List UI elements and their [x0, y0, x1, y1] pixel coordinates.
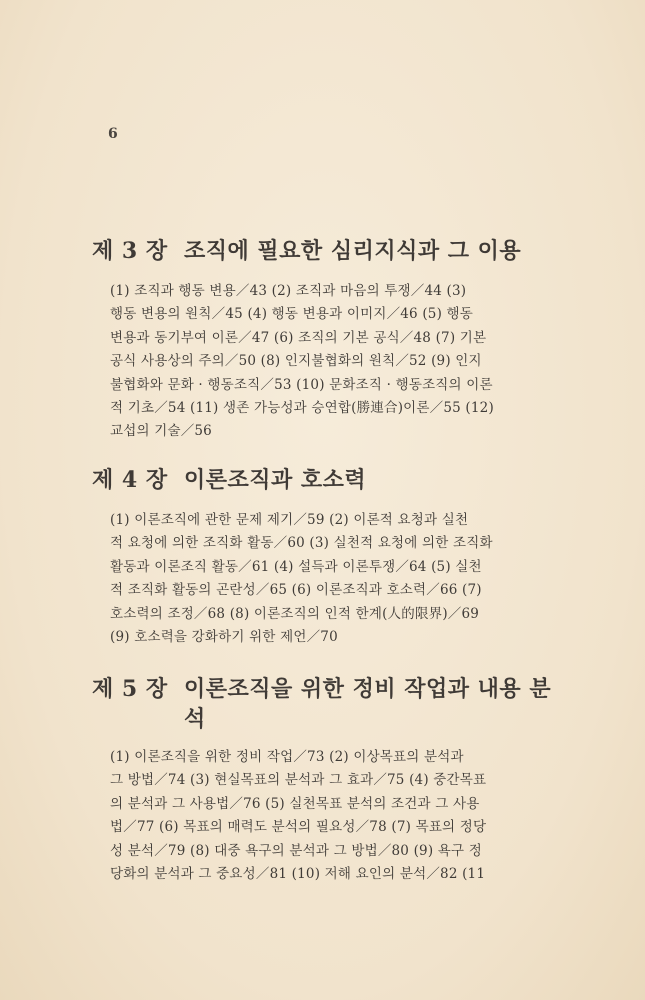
- contents-line: 불협화와 문화 · 행동조직／53 (10) 문화조직 · 행동조직의 이론: [110, 376, 493, 393]
- contents-line: 당화의 분석과 그 중요성／81 (10) 저해 요인의 분석／82 (11: [110, 866, 486, 883]
- contents-line: 변용과 동기부여 이론／47 (6) 조직의 기본 공식／48 (7) 기본: [110, 329, 487, 346]
- chapter-title: 조직에 필요한 심리지식과 그 이용: [184, 238, 522, 264]
- page-number: 6: [108, 126, 118, 142]
- contents-line: 법／77 (6) 목표의 매력도 분석의 필요성／78 (7) 목표의 정당: [110, 819, 487, 836]
- contents-line: (1) 이론조직을 위한 정비 작업／73 (2) 이상목표의 분석과: [110, 749, 464, 765]
- chapter-number: 제 5 장: [92, 676, 168, 702]
- contents-line: 적 조직화 활동의 곤란성／65 (6) 이론조직과 호소력／66 (7): [110, 582, 482, 599]
- chapter-5-heading: [92, 674, 562, 734]
- chapter-4-heading: [92, 465, 562, 495]
- contents-line: 행동 변용의 원칙／45 (4) 행동 변용과 이미지／46 (5) 행동: [110, 306, 474, 323]
- chapter-4-contents: [92, 509, 562, 649]
- chapter-3-contents: [92, 280, 562, 444]
- contents-line: (1) 이론조직에 관한 문제 제기／59 (2) 이론적 요청과 실천: [110, 512, 469, 528]
- chapter-number: 제 4 장: [92, 467, 168, 493]
- contents-line: 호소력의 조정／68 (8) 이론조직의 인적 한계(人的限界)／69: [110, 605, 480, 622]
- contents-line: 의 분석과 그 사용법／76 (5) 실천목표 분석의 조건과 그 사용: [110, 795, 480, 812]
- contents-line: (9) 호소력을 강화하기 위한 제언／70: [110, 629, 338, 646]
- contents-line: 그 방법／74 (3) 현실목표의 분석과 그 효과／75 (4) 중간목표: [110, 772, 487, 789]
- contents-line: 교섭의 기술／56: [110, 423, 212, 440]
- chapter-title: 이론조직과 호소력: [184, 467, 367, 493]
- chapter-number: 제 3 장: [92, 238, 168, 264]
- chapter-3-heading: [92, 236, 562, 266]
- chapter-3-section: [92, 236, 562, 444]
- contents-line: 공식 사용상의 주의／50 (8) 인지불협화의 원칙／52 (9) 인지: [110, 353, 482, 370]
- contents-line: 적 요청에 의한 조직화 활동／60 (3) 실천적 요청에 의한 조직화: [110, 535, 493, 552]
- chapter-5-section: [92, 674, 562, 886]
- chapter-title: 이론조직을 위한 정비 작업과 내용 분석: [184, 676, 552, 732]
- contents-line: 활동과 이론조직 활동／61 (4) 설득과 이론투쟁／64 (5) 실천: [110, 558, 482, 575]
- chapter-5-contents: [92, 746, 562, 886]
- contents-line: 성 분석／79 (8) 대중 욕구의 분석과 그 방법／80 (9) 욕구 정: [110, 842, 483, 859]
- contents-line: 적 기초／54 (11) 생존 가능성과 승연합(勝連合)이론／55 (12): [110, 400, 494, 417]
- chapter-4-section: [92, 465, 562, 649]
- contents-line: (1) 조직과 행동 변용／43 (2) 조직과 마음의 투쟁／44 (3): [110, 283, 467, 299]
